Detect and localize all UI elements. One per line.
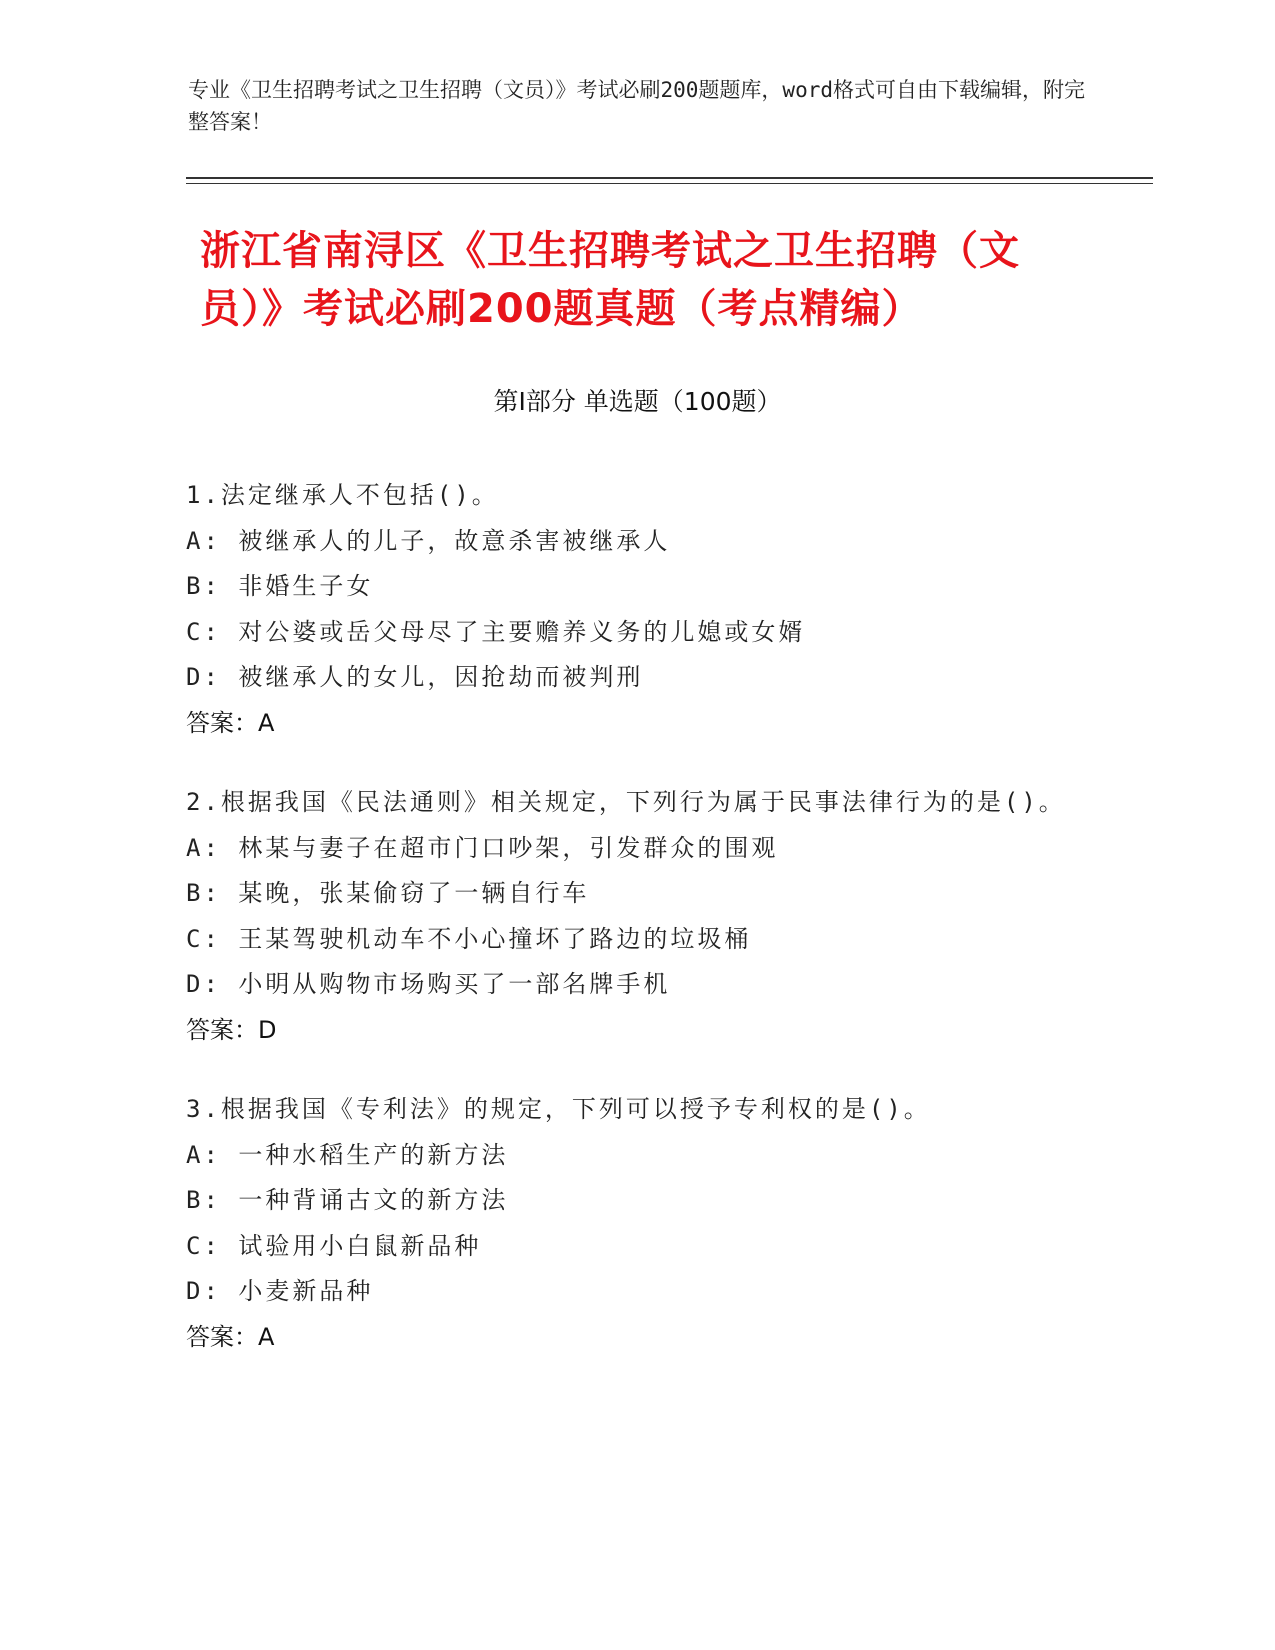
- option-d: D: 小明从购物市场购买了一部名牌手机: [186, 970, 671, 998]
- answer-line: 答案：A: [186, 708, 275, 737]
- header-divider-thick: [186, 177, 1153, 179]
- question-3: [186, 1087, 1086, 1360]
- option-d: D: 被继承人的女儿，因抢劫而被判刑: [186, 663, 644, 691]
- question-list: [186, 473, 1086, 1394]
- document-title: 浙江省南浔区《卫生招聘考试之卫生招聘（文员）》考试必刷200题真题（考点精编）: [200, 228, 1020, 332]
- question-stem: 3.根据我国《专利法》的规定，下列可以授予专利权的是()。: [186, 1095, 931, 1123]
- option-c: C: 对公婆或岳父母尽了主要赡养义务的儿媳或女婿: [186, 617, 806, 646]
- answer-line: 答案：A: [186, 1322, 275, 1351]
- question-stem: 1.法定继承人不包括()。: [186, 481, 499, 509]
- header-note: 专业《卫生招聘考试之卫生招聘（文员）》考试必刷200题题库，word格式可自由下载编辑，附完整答案！: [188, 78, 1085, 134]
- question-2: [186, 780, 1086, 1053]
- option-b: B: 一种背诵古文的新方法: [186, 1186, 509, 1214]
- option-a: A: 被继承人的儿子，故意杀害被继承人: [186, 526, 671, 555]
- header-divider-thin: [186, 183, 1153, 184]
- question-1: [186, 473, 1086, 746]
- option-a: A: 林某与妻子在超市门口吵架，引发群众的围观: [186, 833, 779, 862]
- section-heading: 第I部分 单选题（100题）: [493, 387, 782, 416]
- option-c: C: 王某驾驶机动车不小心撞坏了路边的垃圾桶: [186, 924, 752, 953]
- option-c: C: 试验用小白鼠新品种: [186, 1231, 482, 1260]
- question-stem: 2.根据我国《民法通则》相关规定，下列行为属于民事法律行为的是()。: [186, 788, 1066, 816]
- option-b: B: 非婚生子女: [186, 572, 374, 600]
- option-d: D: 小麦新品种: [186, 1277, 374, 1305]
- option-a: A: 一种水稻生产的新方法: [186, 1140, 509, 1169]
- option-b: B: 某晚，张某偷窃了一辆自行车: [186, 879, 590, 907]
- answer-line: 答案：D: [186, 1015, 277, 1044]
